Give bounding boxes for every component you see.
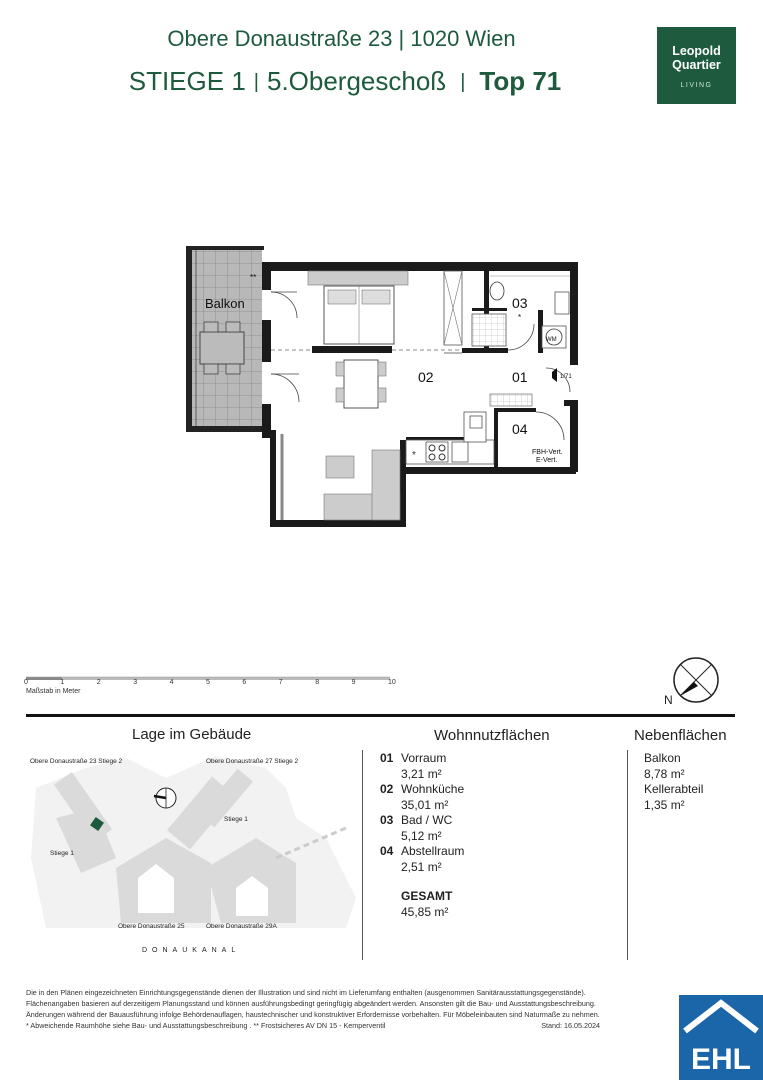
- site-plan: [26, 748, 362, 964]
- site-label-e: Obere Donaustraße 25: [118, 923, 185, 930]
- area-item-number: 03: [380, 813, 394, 827]
- scale-tick-label: 5: [206, 679, 210, 686]
- column-divider: [627, 750, 628, 960]
- gesamt-block: [401, 889, 452, 920]
- neben-item: [644, 751, 754, 782]
- fbh-label: FBH-Vert.: [532, 449, 563, 456]
- disclaimer-line: Änderungen während der Bauausführung infolge Behördenauflagen, haustechnischer und konstruktiver Erfordernisse vorbehalten. Für Möbeleinbauten sind Naturmaße zu nehmen.: [26, 1010, 600, 1019]
- neben-item-area: 8,78 m²: [644, 766, 685, 781]
- door-number-label: 1/71: [560, 374, 572, 380]
- wardrobe: [444, 271, 462, 345]
- area-item-number: 04: [380, 844, 394, 858]
- scale-tick-label: 9: [351, 679, 356, 686]
- site-label-c: Stiege 1: [224, 816, 248, 823]
- area-item-name: Vorraum: [401, 751, 447, 765]
- area-item-area: 5,12 m²: [401, 828, 442, 843]
- stand-date: Stand: 16.05.2024: [541, 1021, 600, 1030]
- neben-item: [644, 782, 754, 813]
- scale-tick-label: 0: [24, 679, 28, 686]
- scale-tick-label: 7: [278, 679, 283, 686]
- column-divider: [362, 750, 363, 960]
- area-item-area: 2,51 m²: [401, 859, 442, 874]
- address-heading: Obere Donaustraße 23 | 1020 Wien: [167, 26, 516, 51]
- scale-tick-label: 1: [60, 679, 65, 686]
- sofa: [324, 450, 400, 520]
- entrance-arrow-icon: [552, 368, 557, 382]
- room-02-label: 02: [418, 369, 434, 385]
- area-item: [380, 782, 600, 813]
- area-item-number: 02: [380, 782, 394, 796]
- area-item-name: Wohnküche: [401, 782, 465, 796]
- gesamt-area: 45,85 m²: [401, 904, 449, 919]
- scale-tick-label: 8: [315, 679, 320, 686]
- area-item-name: Bad / WC: [401, 813, 453, 827]
- site-label-g: DONAUKANAL: [142, 947, 241, 954]
- area-item: [380, 813, 600, 844]
- washing-machine-label: WM: [546, 337, 557, 343]
- neben-list: [644, 751, 754, 813]
- disclaimer-line: Die in den Plänen eingezeichneten Einrichtungsgegenstände dienen der Illustration und sind nicht im Lieferumfang enthalten (ausgenommen Sanitärausstattungsgegenstände).: [26, 988, 586, 997]
- area-item-area: 35,01 m²: [401, 797, 449, 812]
- lage-title: Lage im Gebäude: [132, 726, 252, 743]
- neben-item-name: Kellerabteil: [644, 782, 704, 796]
- north-label: N: [664, 693, 673, 707]
- compass-icon: [670, 654, 722, 706]
- neben-item-area: 1,35 m²: [644, 797, 685, 812]
- top-label: Top 71: [479, 66, 562, 96]
- disclaimer-line: Flächenangaben basieren auf derzeitigem Planungsstand und können ausführungsbedingt geringfügig abgeändert werden. Ansonsten gilt die Bau- und Ausstattungsbeschreibung.: [26, 999, 596, 1008]
- footnote-text: * Abweichende Raumhöhe siehe Bau- und Ausstattungsbeschreibung . ** Frostsicheres AV DN 15 - Kemperventil: [26, 1021, 386, 1030]
- scale-tick-label: 3: [133, 679, 138, 686]
- kitchen-star-note: *: [412, 450, 416, 461]
- stair-label: STIEGE 1: [128, 66, 246, 96]
- room-01-label: 01: [512, 369, 528, 385]
- scale-tick-label: 6: [242, 679, 247, 686]
- area-item-number: 01: [380, 751, 394, 765]
- disclaimer-line: [26, 1020, 600, 1031]
- scale-tick-label: 4: [169, 679, 174, 686]
- balkon-label: Balkon: [205, 296, 245, 311]
- area-item-name: Abstellraum: [401, 844, 465, 858]
- doors: [271, 292, 570, 440]
- wohnnutz-list: [380, 751, 600, 875]
- site-label-f: Obere Donaustraße 29A: [206, 923, 277, 930]
- ehl-text: EHL: [691, 1043, 751, 1076]
- double-star-note: **: [250, 273, 257, 282]
- area-item-area: 3,21 m²: [401, 766, 442, 781]
- wohnnutz-title: Wohnnutzflächen: [434, 727, 550, 744]
- scale-tick-label: 10: [388, 679, 396, 686]
- area-item: [380, 844, 600, 875]
- area-item: [380, 751, 600, 782]
- neben-title: Nebenflächen: [634, 727, 727, 744]
- floor-label: 5.Obergeschoß: [266, 66, 447, 96]
- dining-table: [336, 360, 386, 408]
- room-04-label: 04: [512, 421, 528, 437]
- bed: [308, 271, 408, 344]
- separator: |: [253, 71, 259, 93]
- disclaimer: [26, 987, 600, 1031]
- evert-label: E-Vert.: [536, 457, 558, 464]
- room-03-label: 03: [512, 295, 528, 311]
- logo-line3: LIVING: [680, 82, 713, 89]
- logo-line2: Quartier: [672, 58, 721, 72]
- separator: |: [460, 71, 466, 93]
- gesamt-label: GESAMT: [401, 889, 453, 903]
- section-divider: [26, 714, 735, 717]
- neben-item-name: Balkon: [644, 751, 681, 765]
- site-label-a: Obere Donaustraße 23 Stiege 2: [30, 758, 123, 765]
- site-label-b: Obere Donaustraße 27 Stiege 2: [206, 758, 299, 765]
- logo-line1: Leopold: [672, 44, 721, 58]
- ehl-logo: [679, 995, 763, 1080]
- scale-ticks: [24, 679, 404, 689]
- scale-caption: Maßstab in Meter: [26, 688, 81, 695]
- site-label-d: Stiege 1: [50, 850, 74, 857]
- scale-tick-label: 2: [96, 679, 101, 686]
- star-note: *: [518, 313, 522, 322]
